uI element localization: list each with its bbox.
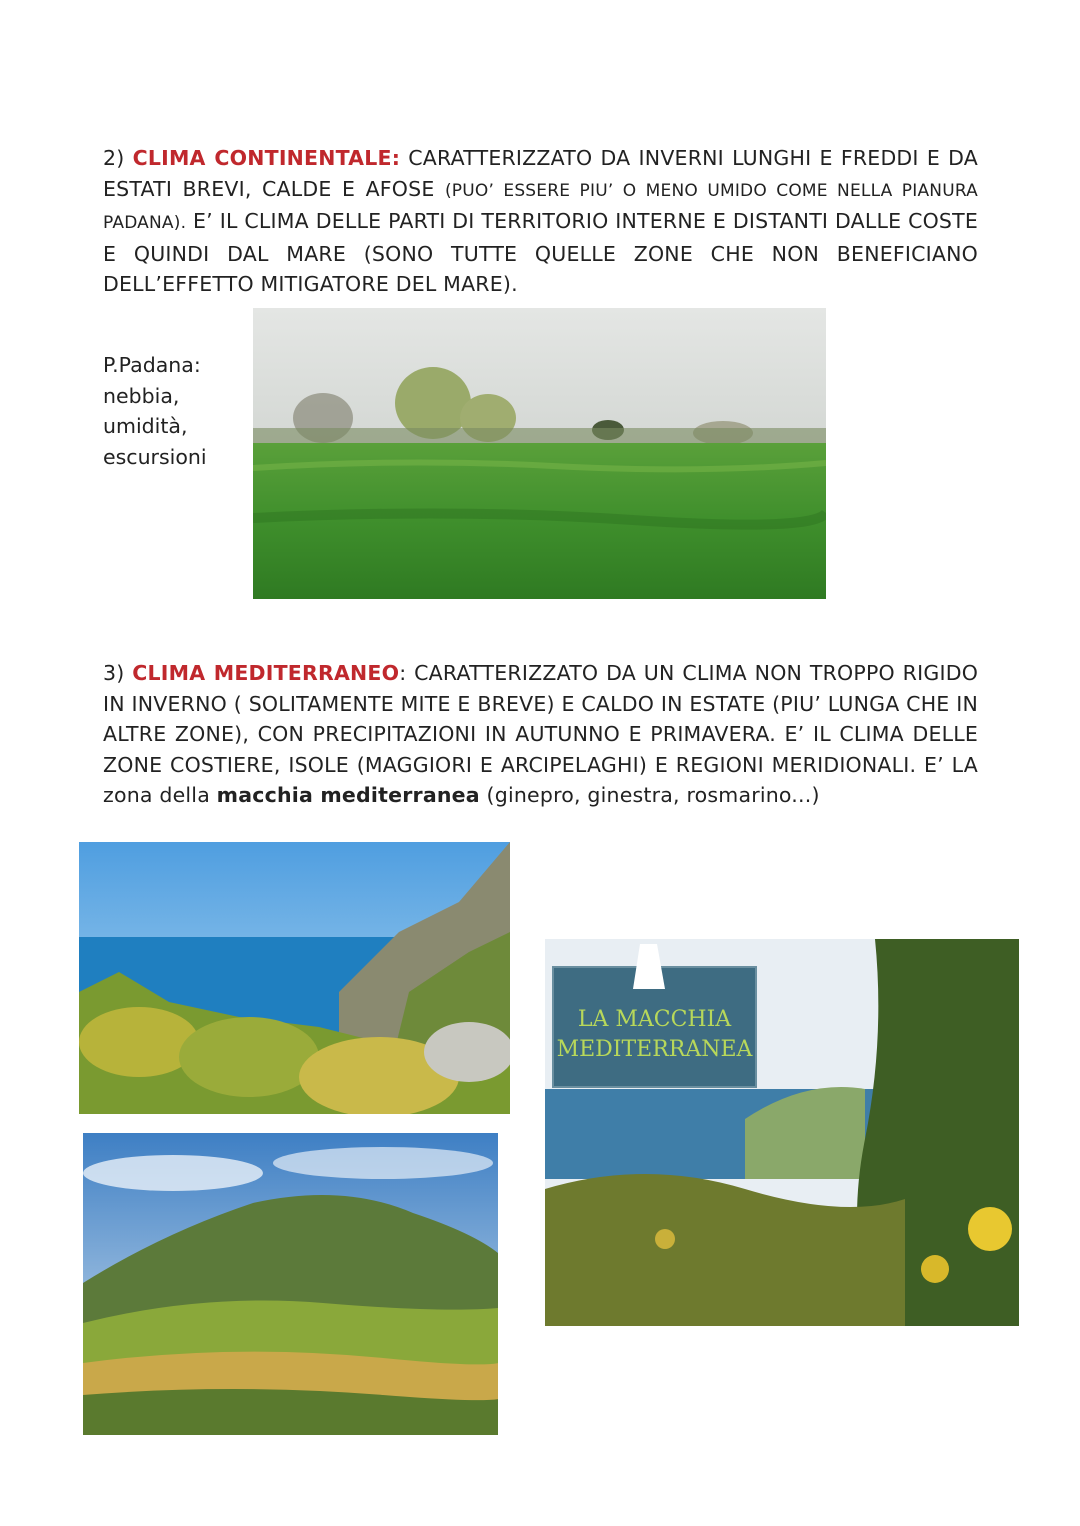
coast-photo [79, 842, 510, 1114]
sign-line: MEDITERRANEA [556, 1037, 753, 1062]
caption-line: escursioni [103, 444, 207, 469]
section-text: CARATTERIZZATO DA UN CLIMA NON TROPPO RIGIDO IN INVERNO ( SOLITAMENTE MITE E BREVE) E CALDO IN ESTATE (PIU’ LUNGA CHE IN ALTRE ZONE), CON PRECIPITAZIONI IN AUTUNNO E PRIMAVERA. E’ IL CLIMA DELLE ZONE COSTIERE, ISOLE (MAGGIORI E ARCIPELAGHI) E REGIONI MERIDIONALI. E’ LA [103, 661, 979, 777]
section-number: 3) [103, 661, 125, 685]
po-valley-photo [253, 308, 826, 599]
bold-term: macchia mediterranea [216, 783, 480, 807]
section-mediterranean [103, 658, 978, 811]
photo-caption [103, 350, 243, 472]
section-colon: : [399, 661, 407, 685]
section-note: (PUO’ ESSERE PIU’ O MENO UMIDO COME NELLA PIANURA PADANA). [103, 180, 978, 233]
hills-photo [83, 1133, 498, 1435]
section-examples: (ginepro, ginestra, rosmarino...) [486, 783, 820, 807]
macchia-sign [553, 1005, 756, 1065]
section-continental [103, 143, 978, 300]
section-number: 2) [103, 146, 125, 170]
sign-line: LA MACCHIA [577, 1007, 732, 1032]
section-title: CLIMA MEDITERRANEO [132, 661, 400, 685]
section-text: CARATTERIZZATO DA INVERNI LUNGHI E FREDDI E DA ESTATI BREVI, CALDE E AFOSE [103, 146, 978, 201]
macchia-photo [545, 939, 1019, 1326]
section-text-lower: zona della [103, 783, 210, 807]
caption-place: P.Padana: [103, 353, 201, 377]
section-text-continued: E’ IL CLIMA DELLE PARTI DI TERRITORIO INTERNE E DISTANTI DALLE COSTE E QUINDI DAL MARE (SONO TUTTE QUELLE ZONE CHE NON BENEFICIANO DELL’EFFETTO MITIGATORE DEL MARE). [103, 209, 979, 296]
section-title: CLIMA CONTINENTALE: [132, 146, 401, 170]
caption-line: nebbia, [103, 383, 180, 408]
caption-line: umidità, [103, 414, 188, 438]
